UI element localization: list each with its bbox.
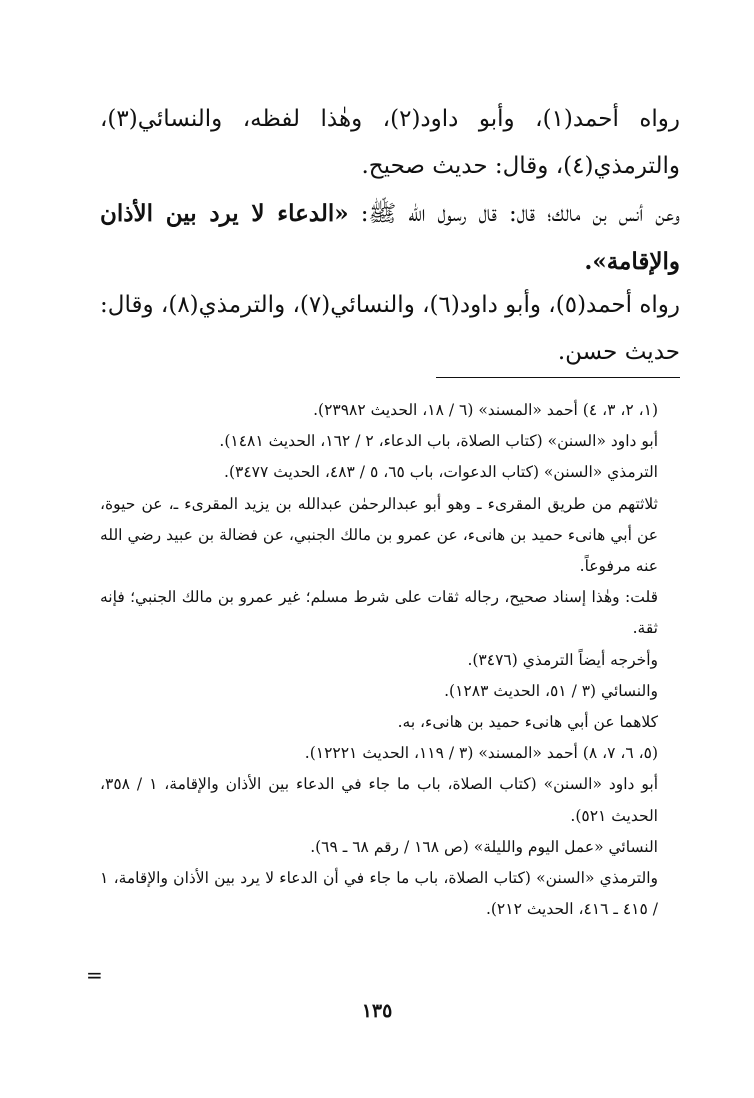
footnote-7: والنسائي (٣ / ٥١، الحديث ١٢٨٣). — [444, 681, 658, 700]
footnote-4: ثلاثتهم من طريق المقرىء ـ وهو أبو عبدالرحمٰن عبدالله بن يزيد المقرىء ـ، عن حيوة، عن أبي هانىء حميد بن هانىء، عن عمرو بن مالك الجنبي، عن فضالة بن عبيد رضي الله عنه مرفوعاً. — [100, 494, 658, 576]
continuation-mark: = — [86, 963, 103, 987]
footnotes — [100, 395, 680, 925]
footnote-1: (١، ٢، ٣، ٤) أحمد «المسند» (٦ / ١٨، الحديث ٢٣٩٨٢). — [313, 401, 658, 419]
footnote-2: أبو داود «السنن» (كتاب الصلاة، باب الدعاء، ٢ / ١٦٢، الحديث ١٤٨١). — [219, 432, 658, 451]
footnote-10: أبو داود «السنن» (كتاب الصلاة، باب ما جاء في الدعاء بين الأذان والإقامة، ١ / ٣٥٨، الحديث ٥٢١). — [100, 775, 658, 825]
hadith-1-source: رواه أحمد(١)، وأبو داود(٢)، وهٰذا لفظه، والنسائي(٣)، والترمذي(٤)، وقال: حديث صحيح. — [100, 106, 680, 179]
hadith-2-text — [100, 190, 680, 286]
paragraph-3 — [100, 282, 680, 376]
hadith-2-lead: وعن أنس بن مالك؛ قال: قال رسول الله ﷺ: — [348, 201, 680, 227]
hadith-2-quote: «الدعاء لا يرد بين الأذان والإقامة». — [100, 200, 680, 275]
footnote-9: (٥، ٦، ٧، ٨) أحمد «المسند» (٣ / ١١٩، الحديث ١٢٢٢١). — [304, 744, 658, 763]
footnote-divider — [436, 377, 680, 378]
hadith-2-source: رواه أحمد(٥)، وأبو داود(٦)، والنسائي(٧)، والترمذي(٨)، وقال: حديث حسن. — [100, 292, 681, 365]
footnote-8: كلاهما عن أبي هانىء حميد بن هانىء، به. — [397, 713, 658, 732]
page-number: ١٣٥ — [361, 1000, 393, 1022]
footnote-11: النسائي «عمل اليوم والليلة» (ص ١٦٨ / رقم ٦٨ ـ ٦٩). — [310, 837, 658, 856]
footnote-6: وأخرجه أيضاً الترمذي (٣٤٧٦). — [467, 650, 658, 669]
paragraph-1 — [100, 96, 680, 190]
paragraph-2 — [100, 190, 680, 286]
footnote-3: الترمذي «السنن» (كتاب الدعوات، باب ٦٥، ٥ / ٤٨٣، الحديث ٣٤٧٧). — [224, 463, 658, 482]
footnote-5: قلت: وهٰذا إسناد صحيح، رجاله ثقات على شرط مسلم؛ غير عمرو بن مالك الجنبي؛ فإنه ثقة. — [100, 588, 658, 638]
footnote-12: والترمذي «السنن» (كتاب الصلاة، باب ما جاء في أن الدعاء لا يرد بين الأذان والإقامة، ١ / ٤١٥ ـ ٤١٦، الحديث ٢١٢). — [100, 869, 658, 919]
